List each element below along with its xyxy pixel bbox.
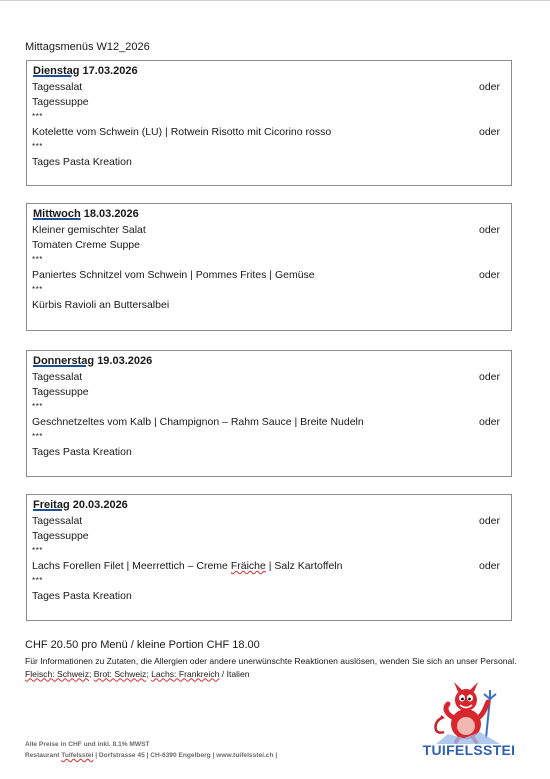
- menu-soup: Tagessuppe: [32, 530, 89, 542]
- separator: ***: [32, 576, 43, 585]
- or-label: oder: [478, 371, 500, 383]
- day-name: Dienstag: [33, 65, 80, 77]
- price-line: CHF 20.50 pro Menü / kleine Portion CHF 18.00: [25, 639, 260, 651]
- separator: ***: [32, 255, 43, 264]
- origin-tail: / Italien: [219, 668, 250, 679]
- footer-address: [25, 750, 277, 761]
- or-label: oder: [478, 269, 500, 281]
- separator: ***: [32, 402, 43, 411]
- menu-soup: Tagessuppe: [32, 386, 89, 398]
- or-label: oder: [478, 515, 500, 527]
- menu-salad: Tagessalat: [32, 371, 83, 383]
- footer-address-text: | Dorfstrasse 45 | CH-6390 Engelberg | www.tuifelsstei.ch |: [93, 752, 278, 759]
- origin-bread: Brot: Schweiz;: [93, 668, 149, 679]
- menu-main: Kotelette vom Schwein (LU) | Rotwein Risotto mit Cicorino rosso: [32, 126, 332, 138]
- menu-veg: Tages Pasta Kreation: [32, 156, 132, 168]
- menu-main-text: Lachs Forellen Filet | Meerrettich – Creme: [32, 560, 231, 572]
- allergen-info: [25, 655, 525, 680]
- footer-restaurant-name: Tuifelsstei: [61, 752, 94, 759]
- day-date: 18.03.2026: [83, 208, 139, 220]
- day-heading: [33, 65, 138, 77]
- menu-main: Geschnetzeltes vom Kalb | Champignon – Rahm Sauce | Breite Nudeln: [32, 416, 364, 428]
- menu-main: Paniertes Schnitzel vom Schwein | Pommes Frites | Gemüse: [32, 269, 315, 281]
- origin-meat: Fleisch: Schweiz;: [25, 668, 92, 679]
- menu-salad: Tagessalat: [32, 515, 83, 527]
- separator: ***: [32, 112, 43, 121]
- or-label: oder: [478, 126, 500, 138]
- logo-text: TUIFELSSTEI: [422, 742, 516, 758]
- day-box-wednesday: [26, 203, 512, 331]
- day-date: 20.03.2026: [72, 499, 128, 511]
- day-name: Freitag: [33, 499, 70, 511]
- menu-main-text: | Salz Kartoffeln: [265, 560, 343, 572]
- day-heading: [33, 499, 128, 511]
- menu-veg: Kürbis Ravioli an Buttersalbei: [32, 299, 170, 311]
- menu-salad: Kleiner gemischter Salat: [32, 224, 146, 236]
- day-date: 19.03.2026: [97, 355, 153, 367]
- separator: ***: [32, 285, 43, 294]
- or-label: oder: [478, 224, 500, 236]
- origin-salmon: Lachs: Frankreich: [151, 668, 220, 679]
- menu-veg: Tages Pasta Kreation: [32, 590, 132, 602]
- day-box-friday: [26, 494, 512, 621]
- menu-main: [32, 560, 343, 572]
- spellcheck-word: Fräiche: [230, 560, 266, 572]
- separator: ***: [32, 432, 43, 441]
- menu-soup: Tomaten Creme Suppe: [32, 239, 140, 251]
- day-heading: [33, 355, 152, 367]
- separator: ***: [32, 142, 43, 151]
- or-label: oder: [478, 416, 500, 428]
- separator: ***: [32, 546, 43, 555]
- footer: [25, 739, 277, 761]
- menu-soup: Tagessuppe: [32, 96, 89, 108]
- menu-salad: Tagessalat: [32, 81, 83, 93]
- logo: [414, 680, 524, 764]
- day-name: Mittwoch: [33, 208, 81, 220]
- page-title: Mittagsmenüs W12_2026: [25, 41, 150, 53]
- day-heading: [33, 208, 139, 220]
- day-box-tuesday: [26, 60, 512, 186]
- menu-veg: Tages Pasta Kreation: [32, 446, 132, 458]
- day-name: Donnerstag: [33, 355, 95, 367]
- top-rule: [0, 0, 550, 1]
- devil-mascot-icon: [414, 680, 524, 744]
- allergen-text: Für Informationen zu Zutaten, die Allergien oder andere unerwünschte Reaktionen auslösen, wenden Sie sich an unser Personal.: [25, 656, 517, 666]
- footer-vat: Alle Preise in CHF und inkl. 8.1% MWST: [25, 741, 150, 748]
- footer-address-text: Restaurant: [25, 752, 62, 759]
- day-date: 17.03.2026: [82, 65, 138, 77]
- or-label: oder: [478, 560, 500, 572]
- day-box-thursday: [26, 350, 512, 477]
- or-label: oder: [478, 81, 500, 93]
